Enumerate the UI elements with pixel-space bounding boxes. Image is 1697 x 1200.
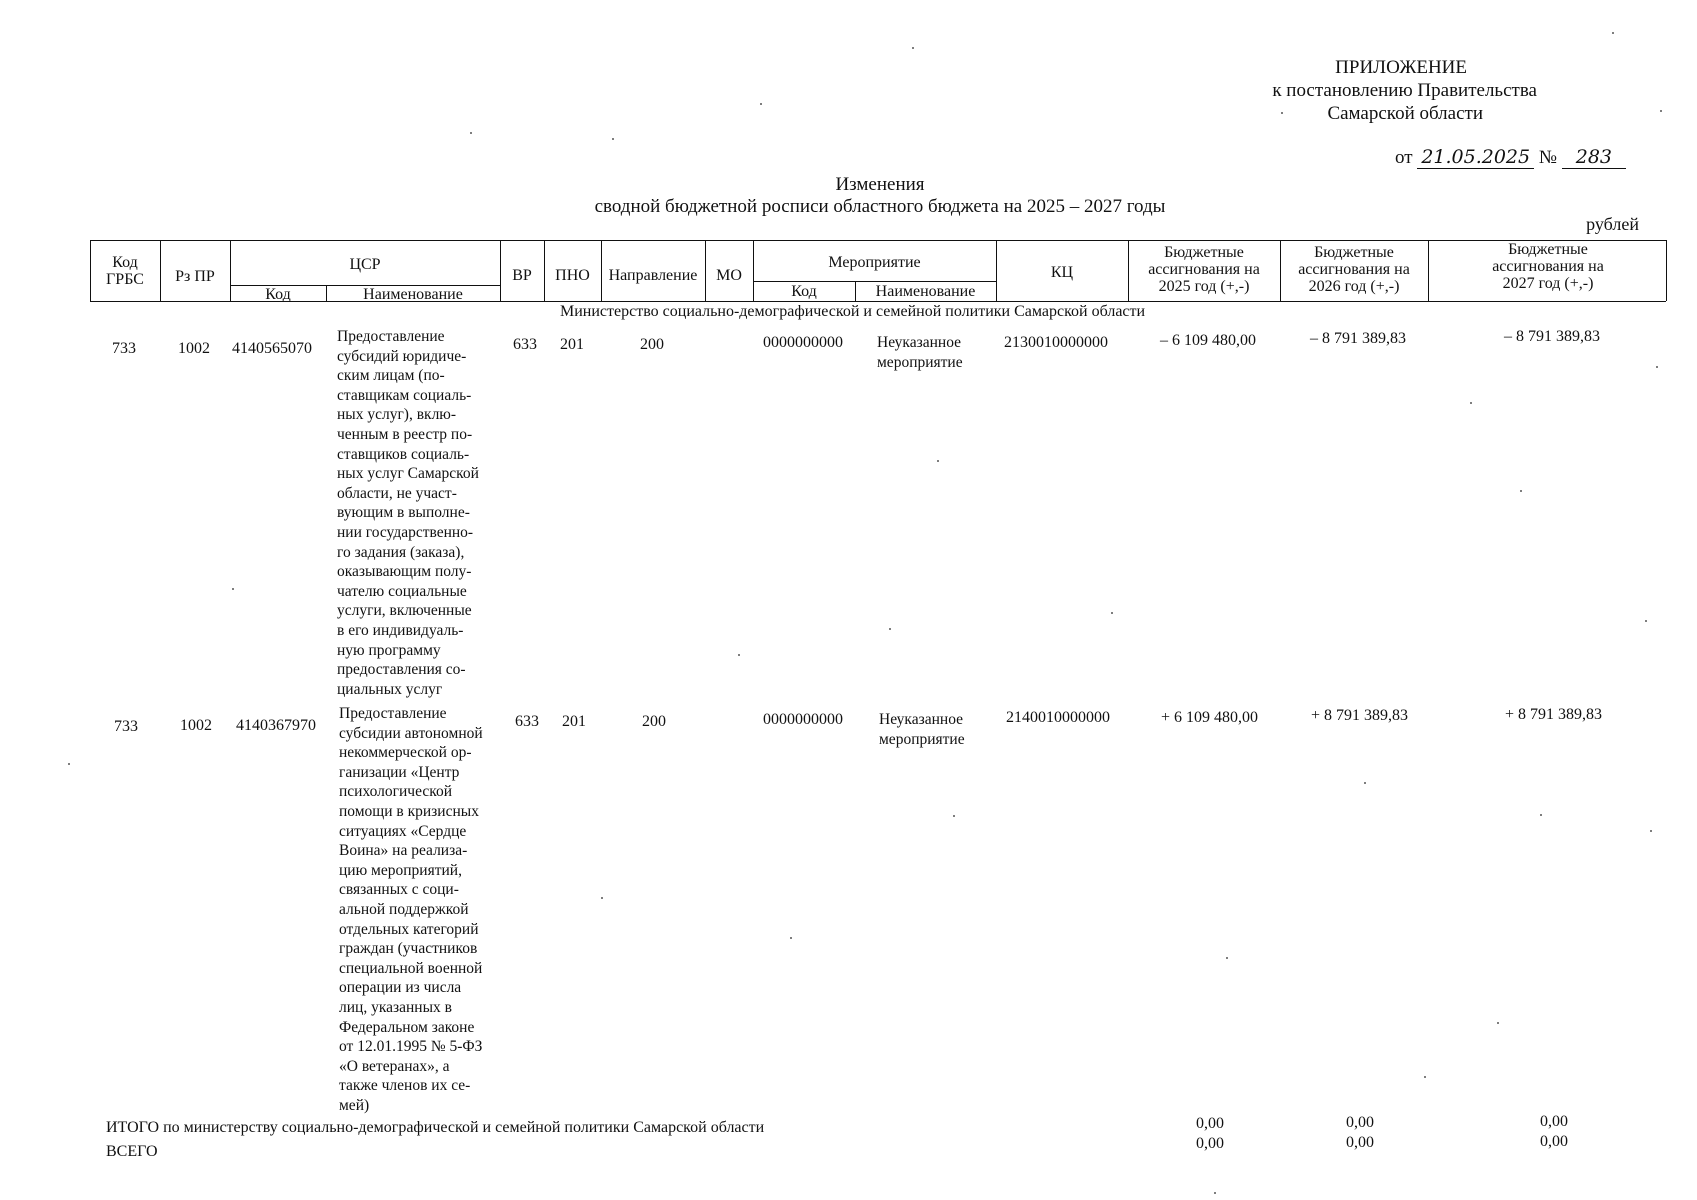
scan-speck xyxy=(601,897,603,899)
cell-direction: 200 xyxy=(640,336,664,353)
number-label: № xyxy=(1538,147,1557,168)
col-divider xyxy=(753,240,754,301)
header-csr: ЦСР xyxy=(349,256,381,273)
scan-speck xyxy=(1520,490,1522,492)
cell-budget-2025: + 6 109 480,00 xyxy=(1160,709,1258,726)
scan-speck xyxy=(1470,402,1472,404)
scan-speck xyxy=(232,588,234,590)
scan-speck xyxy=(1660,110,1662,112)
document-title xyxy=(560,174,1200,218)
cell-budget-2027: + 8 791 389,83 xyxy=(1504,706,1602,723)
cell-event-name: Неуказанное мероприятие xyxy=(879,711,965,748)
cell-rzpr: 1002 xyxy=(178,340,210,357)
scan-speck xyxy=(68,763,70,765)
header-budget-2026: Бюджетные ассигнования на 2026 год (+,-) xyxy=(1298,244,1410,295)
header-budget-2025: Бюджетные ассигнования на 2025 год (+,-) xyxy=(1148,244,1260,295)
cell-event-code: 0000000000 xyxy=(763,334,843,351)
col-divider xyxy=(1128,240,1129,301)
scan-speck xyxy=(1281,112,1283,114)
scan-speck xyxy=(1111,612,1113,614)
header-vr: ВР xyxy=(512,267,532,284)
title-line-2: сводной бюджетной росписи областного бюджета на 2025 – 2027 годы xyxy=(594,196,1166,217)
cell-event-code: 0000000000 xyxy=(763,711,843,728)
col-divider xyxy=(90,240,91,301)
cell-pno: 201 xyxy=(560,336,584,353)
appendix-block xyxy=(1272,56,1537,125)
total-ministry-2027: 0,00 xyxy=(1540,1113,1568,1130)
scan-speck xyxy=(1424,1076,1426,1078)
event-subheader-border xyxy=(753,281,996,282)
cell-csr-name: Предоставление субсидий юридиче- ским лицам (по- ставщикам социаль- ных услуг), вклю- ченным в реестр по- ставщиков социаль- ных услуг Самарской области, не участ- вующим в выполне- нии государственно- го задания (заказа), оказывающим полу- чателю социальные услуги, включенные в его индивидуаль- ную программу предоставления со- циальных услуг xyxy=(337,328,479,698)
cell-budget-2027: – 8 791 389,83 xyxy=(1504,328,1600,345)
scan-speck xyxy=(937,460,939,462)
scan-speck xyxy=(1612,32,1614,34)
header-grbs: Код ГРБС xyxy=(106,254,144,288)
cell-pno: 201 xyxy=(562,713,586,730)
scan-speck xyxy=(612,138,614,140)
scan-speck xyxy=(760,103,762,105)
scan-speck xyxy=(1645,620,1647,622)
col-divider xyxy=(1666,240,1667,301)
cell-csr-code: 4140565070 xyxy=(232,340,312,357)
scan-speck xyxy=(1650,830,1652,832)
scan-speck xyxy=(1364,782,1366,784)
scan-speck xyxy=(790,937,792,939)
cell-budget-2026: – 8 791 389,83 xyxy=(1310,330,1406,347)
cell-direction: 200 xyxy=(642,713,666,730)
total-all-2025: 0,00 xyxy=(1196,1135,1224,1152)
cell-vr: 633 xyxy=(515,713,539,730)
header-mo: МО xyxy=(716,267,742,284)
scan-speck xyxy=(470,132,472,134)
handwritten-date: 21.05.2025 xyxy=(1417,146,1534,169)
col-divider xyxy=(230,240,231,301)
header-kc: КЦ xyxy=(1050,264,1074,281)
units-label: рублей xyxy=(1586,214,1639,234)
scan-speck xyxy=(1497,1022,1499,1024)
col-divider xyxy=(996,240,997,301)
header-event-name: Наименование xyxy=(875,283,976,300)
col-divider xyxy=(544,240,545,301)
scan-speck xyxy=(738,654,740,656)
cell-vr: 633 xyxy=(513,336,537,353)
scan-speck xyxy=(1226,957,1228,959)
cell-csr-name: Предоставление субсидии автономной некоммерческой ор- ганизации «Центр психологической помощи в кризисных ситуациях «Сердце Воина» на реализа- цию мероприятий, связанных с соци- альной поддержкой отдельных категорий граждан (участников специальной военной операции из числа лиц, указанных в Федеральном законе от 12.01.1995 № 5-ФЗ «О ветеранах», а также членов их се- мей) xyxy=(339,705,483,1114)
appendix-decree: к постановлению Правительства xyxy=(1272,80,1537,101)
ministry-heading: Министерство социально-демографической и семейной политики Самарской области xyxy=(560,303,1146,320)
col-divider xyxy=(500,240,501,301)
header-event: Мероприятие xyxy=(828,254,921,271)
cell-grbs: 733 xyxy=(112,340,136,357)
cell-event-name: Неуказанное мероприятие xyxy=(877,334,963,371)
scan-speck xyxy=(1540,814,1542,816)
col-divider xyxy=(160,240,161,301)
appendix-title: ПРИЛОЖЕНИЕ xyxy=(1335,57,1467,78)
header-event-code: Код xyxy=(791,283,817,300)
cell-kc: 2130010000000 xyxy=(1004,334,1108,351)
cell-csr-code: 4140367970 xyxy=(236,717,316,734)
col-divider xyxy=(601,240,602,301)
header-csr-name: Наименование xyxy=(363,286,463,303)
total-ministry-2025: 0,00 xyxy=(1196,1115,1224,1132)
total-all-label: ВСЕГО xyxy=(106,1143,158,1160)
scan-speck xyxy=(1214,1192,1216,1194)
col-divider xyxy=(855,281,856,301)
col-divider xyxy=(1280,240,1281,301)
cell-budget-2026: + 8 791 389,83 xyxy=(1310,707,1408,724)
header-top-border xyxy=(90,240,1666,241)
title-line-1: Изменения xyxy=(835,174,925,195)
header-csr-code: Код xyxy=(265,286,291,303)
appendix-region: Самарской области xyxy=(1327,103,1483,124)
total-ministry-label: ИТОГО по министерству социально-демографической и семейной политики Самарской области xyxy=(106,1119,765,1136)
header-direction: Направление xyxy=(608,267,698,284)
header-budget-2027: Бюджетные ассигнования на 2027 год (+,-) xyxy=(1492,241,1604,292)
cell-rzpr: 1002 xyxy=(180,717,212,734)
col-divider xyxy=(326,285,327,301)
scan-speck xyxy=(889,628,891,630)
decree-date-number xyxy=(1395,146,1626,169)
total-all-2026: 0,00 xyxy=(1346,1134,1374,1151)
scan-speck xyxy=(1656,366,1658,368)
from-label: от xyxy=(1395,147,1413,168)
header-pno: ПНО xyxy=(555,267,590,284)
scan-speck xyxy=(953,815,955,817)
scan-speck xyxy=(912,47,914,49)
col-divider xyxy=(705,240,706,301)
header-rzpr: Рз ПР xyxy=(175,268,215,285)
total-ministry-2026: 0,00 xyxy=(1346,1114,1374,1131)
cell-kc: 2140010000000 xyxy=(1006,709,1110,726)
handwritten-number: 283 xyxy=(1562,146,1626,169)
total-all-2027: 0,00 xyxy=(1540,1133,1568,1150)
cell-budget-2025: – 6 109 480,00 xyxy=(1160,332,1256,349)
col-divider xyxy=(1428,240,1429,301)
cell-grbs: 733 xyxy=(114,718,138,735)
